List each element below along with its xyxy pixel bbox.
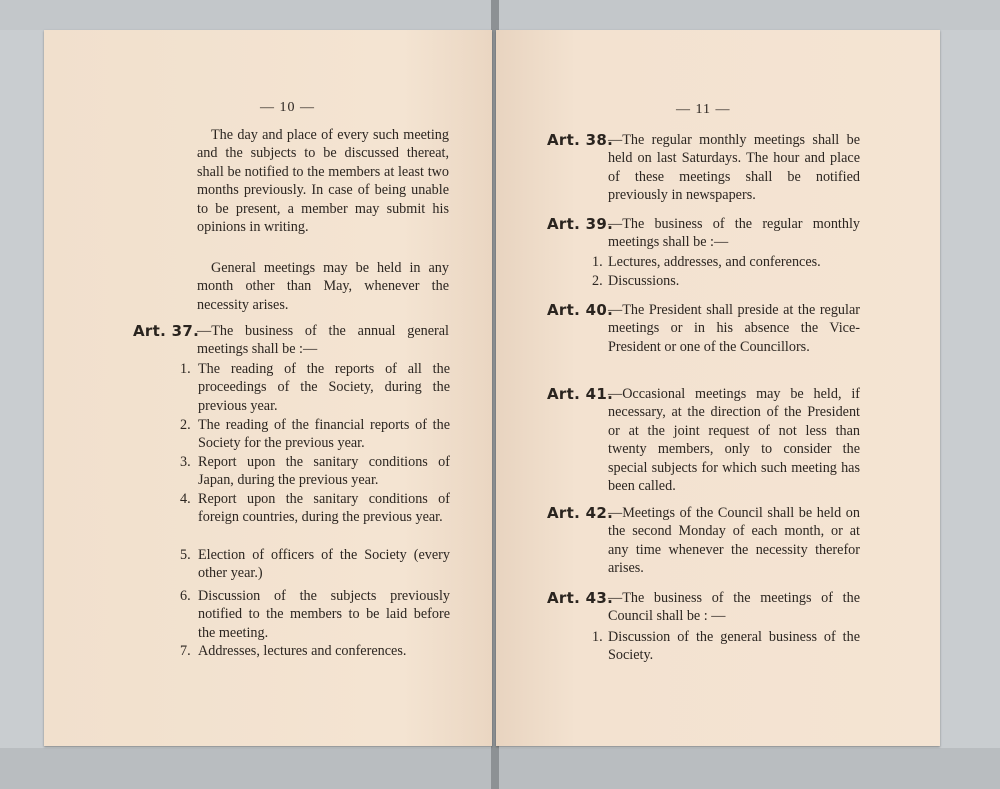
page-number: — 10 — bbox=[260, 100, 315, 115]
list-number: 1. bbox=[592, 254, 603, 270]
article-label: Art. 38. bbox=[547, 131, 614, 149]
right-page bbox=[496, 30, 940, 746]
list-number: 3. bbox=[180, 454, 191, 470]
article-intro: —The business of the annual general meetings shall be :— bbox=[197, 323, 449, 358]
list-text: Election of officers of the Society (every other year.) bbox=[198, 547, 450, 582]
article-text: —The President shall preside at the regular meetings or in his absence the Vice-President or one of the Councillors. bbox=[608, 302, 860, 355]
paragraph: The day and place of every such meeting and the subjects to be discussed thereat, shall be notified to the members at least two months previously. In case of being unable to be present, a member may submit his opinions in writing. bbox=[197, 127, 449, 236]
list-item bbox=[592, 628, 864, 666]
list-item bbox=[180, 453, 452, 491]
list-item bbox=[180, 587, 452, 643]
article-text: —Occasional meetings may be held, if necessary, at the direction of the President or at the joint request of not less than twenty members, only to consider the special subjects for which such meeting has been called. bbox=[608, 386, 860, 495]
left-page bbox=[44, 30, 492, 746]
list-item bbox=[180, 490, 452, 546]
article-text: —The regular monthly meetings shall be held on last Saturdays. The hour and place of these meetings shall be notified previously in newspapers. bbox=[608, 132, 860, 204]
list-text: Addresses, lectures and conferences. bbox=[198, 643, 407, 659]
list-number: 2. bbox=[180, 417, 191, 433]
article-label: Art. 39. bbox=[547, 215, 614, 233]
list-item bbox=[180, 546, 452, 584]
background-top bbox=[0, 0, 1000, 30]
list-item bbox=[592, 272, 864, 292]
list-item bbox=[592, 253, 864, 273]
list-text: The reading of the reports of all the proceedings of the Society, during the previous year. bbox=[198, 361, 450, 414]
paragraph: General meetings may be held in any month other than May, whenever the necessity arises. bbox=[197, 260, 449, 313]
list-number: 1. bbox=[592, 629, 603, 645]
list-number: 6. bbox=[180, 588, 191, 604]
list-text: Report upon the sanitary conditions of foreign countries, during the previous year. bbox=[198, 491, 450, 526]
list-number: 7. bbox=[180, 643, 191, 659]
article-text: —The business of the meetings of the Council shall be : — bbox=[608, 590, 860, 625]
list-text: Discussion of the subjects previously notified to the members to be laid before the meeting. bbox=[198, 588, 450, 641]
list-text: Discussions. bbox=[608, 273, 680, 289]
article-label: Art. 41. bbox=[547, 385, 614, 403]
article-label: Art. 43. bbox=[547, 589, 614, 607]
article-label: Art. 37. bbox=[133, 322, 200, 340]
article-text: —Meetings of the Council shall be held on the second Monday of each month, or at any time whenever the necessity therefor arises. bbox=[608, 505, 860, 577]
list-item bbox=[180, 642, 460, 662]
list-number: 1. bbox=[180, 361, 191, 377]
list-text: Lectures, addresses, and conferences. bbox=[608, 254, 821, 270]
list-text: Discussion of the general business of the Society. bbox=[608, 629, 860, 664]
article-label: Art. 42. bbox=[547, 504, 614, 522]
list-number: 2. bbox=[592, 273, 603, 289]
list-number: 5. bbox=[180, 547, 191, 563]
list-text: Report upon the sanitary conditions of Japan, during the previous year. bbox=[198, 454, 450, 489]
page-number: — 11 — bbox=[676, 102, 731, 117]
background-bottom bbox=[0, 748, 1000, 789]
list-item bbox=[180, 360, 452, 416]
list-item bbox=[180, 416, 452, 454]
list-number: 4. bbox=[180, 491, 191, 507]
article-label: Art. 40. bbox=[547, 301, 614, 319]
article-text: —The business of the regular monthly meetings shall be :— bbox=[608, 216, 860, 251]
list-text: The reading of the financial reports of the Society for the previous year. bbox=[198, 417, 450, 452]
